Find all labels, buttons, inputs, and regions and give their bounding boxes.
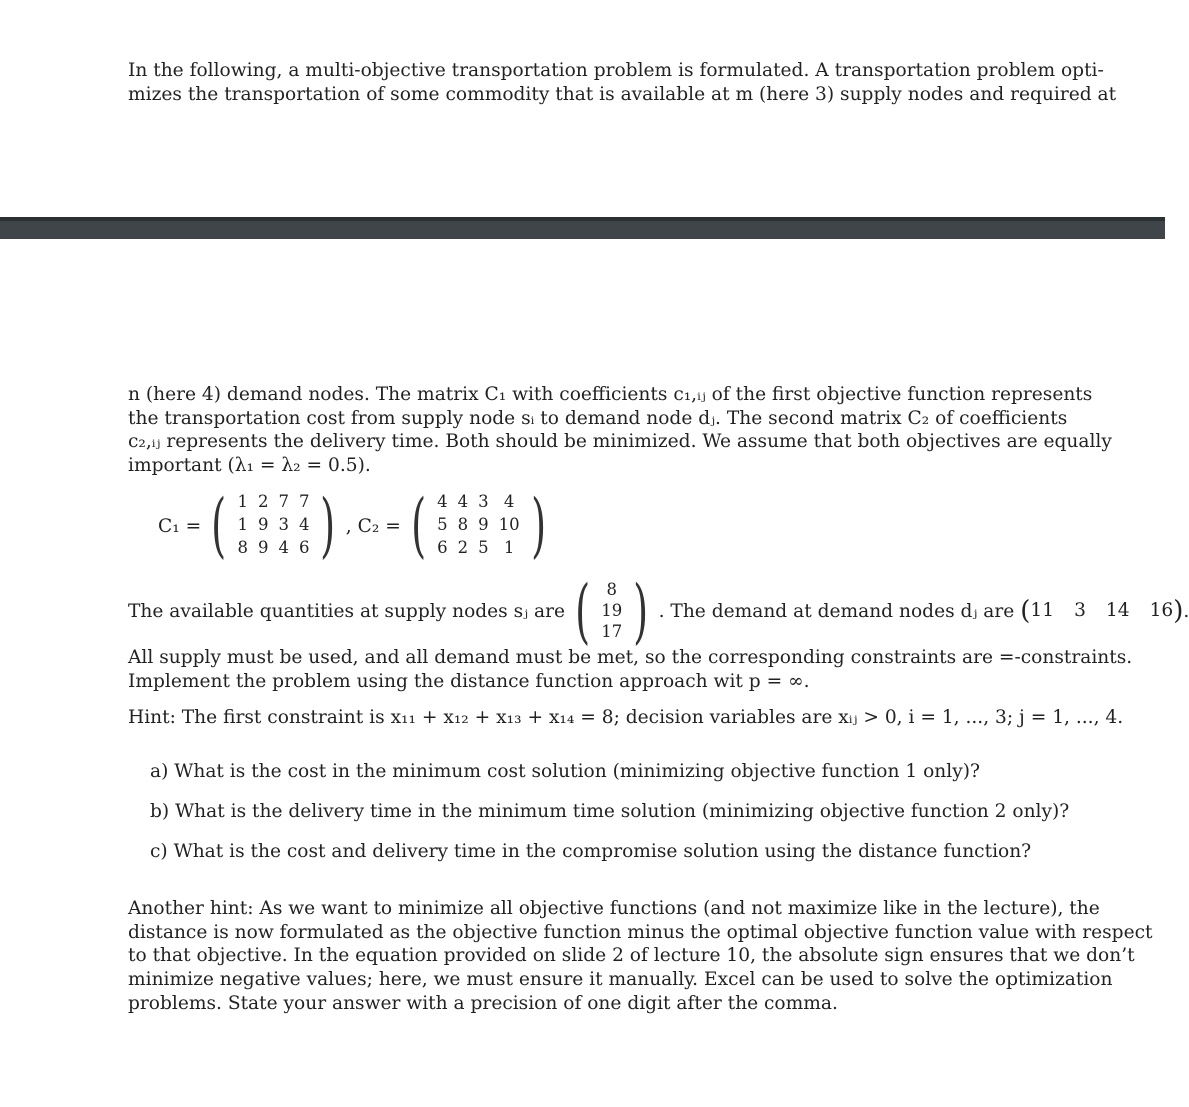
another-hint-line-2: distance is now formulated as the objective function minus the optimal objective function value with respect bbox=[128, 921, 1153, 943]
supply-text: The available quantities at supply nodes sⱼ are bbox=[128, 600, 565, 622]
cost-time-matrices bbox=[158, 483, 556, 566]
vector-cell: 8 bbox=[606, 579, 618, 599]
intro-paragraph bbox=[128, 59, 1117, 106]
window-divider-bar bbox=[0, 217, 1165, 239]
matrix-cell: 9 bbox=[257, 514, 269, 534]
matrix-c1: ( 1 2 7 7 1 9 3 4 8 9 4 6 ) bbox=[211, 483, 336, 566]
matrix-c2: ( 4 4 3 4 5 8 9 10 6 2 5 1 ) bbox=[410, 483, 546, 566]
matrix-cell: 4 bbox=[437, 491, 448, 511]
matrix-c2-grid bbox=[432, 492, 525, 561]
matrix-cell: 5 bbox=[437, 514, 448, 534]
another-hint-line-5: problems. State your answer with a precision of one digit after the comma. bbox=[128, 992, 838, 1014]
matrix-cell: 6 bbox=[298, 537, 310, 557]
matrix-cell: 4 bbox=[457, 491, 469, 511]
question-c: c) What is the cost and delivery time in the compromise solution using the distance function? bbox=[150, 841, 1032, 862]
matrix-c1-grid bbox=[232, 492, 314, 561]
body-line-3: c₂,ᵢⱼ represents the delivery time. Both should be minimized. We assume that both objectives are equally bbox=[128, 431, 1112, 453]
matrix-cell: 4 bbox=[503, 491, 515, 511]
vector-cell: 17 bbox=[601, 621, 623, 641]
another-hint-line-1: Another hint: As we want to minimize all objective functions (and not maximize like in the lecture), the bbox=[128, 898, 1100, 919]
body-line-4: important (λ₁ = λ₂ = 0.5). bbox=[128, 455, 371, 477]
demand-cell: 16 bbox=[1149, 600, 1174, 621]
matrix-cell: 10 bbox=[498, 514, 520, 534]
matrix-cell: 1 bbox=[237, 514, 248, 534]
demand-cell: 14 bbox=[1105, 600, 1130, 621]
matrix-cell: 1 bbox=[503, 537, 515, 557]
matrix-cell: 1 bbox=[237, 491, 248, 511]
c2-label: , C₂ = bbox=[345, 515, 401, 537]
matrix-cell: 2 bbox=[457, 537, 469, 557]
body-line-2: the transportation cost from supply node sᵢ to demand node dⱼ. The second matrix C₂ of coefficients bbox=[128, 407, 1068, 429]
constraints-paragraph bbox=[128, 646, 1133, 693]
intro-line-2: mizes the transportation of some commodity that is available at m (here 3) supply nodes and required at bbox=[128, 83, 1117, 105]
matrix-cell: 4 bbox=[298, 514, 310, 534]
demand-cell: 11 bbox=[1030, 600, 1055, 621]
matrix-cell: 8 bbox=[457, 514, 469, 534]
hint-line: Hint: The first constraint is x₁₁ + x₁₂ + x₁₃ + x₁₄ = 8; decision variables are xᵢⱼ > 0, i = 1, ..., 3; j = 1, ..., 4. bbox=[128, 707, 1124, 728]
matrix-cell: 5 bbox=[478, 537, 489, 557]
matrix-cell: 7 bbox=[278, 491, 289, 511]
matrix-cell: 9 bbox=[257, 537, 269, 557]
demand-cell: 3 bbox=[1074, 600, 1086, 621]
vector-cell: 19 bbox=[601, 600, 623, 620]
demand-end: . bbox=[1183, 600, 1189, 622]
supply-demand-line bbox=[128, 570, 1189, 652]
matrix-cell: 7 bbox=[298, 491, 310, 511]
problem-description bbox=[128, 383, 1112, 478]
matrix-cell: 3 bbox=[278, 514, 289, 534]
question-b: b) What is the delivery time in the minimum time solution (minimizing objective function 2 only)? bbox=[150, 801, 1070, 822]
constraints-line-1: All supply must be used, and all demand must be met, so the corresponding constraints are =-constraints. bbox=[128, 647, 1133, 668]
supply-vector-grid bbox=[596, 580, 627, 643]
matrix-cell: 8 bbox=[237, 537, 248, 557]
another-hint-line-4: minimize negative values; here, we must ensure it manually. Excel can be used to solve the optimization bbox=[128, 969, 1113, 991]
matrix-cell: 3 bbox=[478, 491, 489, 511]
matrix-cell: 9 bbox=[478, 514, 489, 534]
hint-paragraph bbox=[128, 706, 1124, 730]
body-line-1: n (here 4) demand nodes. The matrix C₁ with coefficients c₁,ᵢⱼ of the first objective function represents bbox=[128, 384, 1093, 405]
intro-line-1: In the following, a multi-objective transportation problem is formulated. A transportation problem opti- bbox=[128, 60, 1104, 81]
matrix-cell: 4 bbox=[278, 537, 289, 557]
c1-label: C₁ = bbox=[158, 515, 202, 537]
another-hint-paragraph bbox=[128, 897, 1153, 1016]
demand-text: . The demand at demand nodes dⱼ are bbox=[658, 600, 1015, 622]
matrix-cell: 6 bbox=[437, 537, 448, 557]
supply-vector: ( 8 19 17 ) bbox=[575, 570, 649, 652]
another-hint-line-3: to that objective. In the equation provided on slide 2 of lecture 10, the absolute sign ensures that we don’t bbox=[128, 945, 1135, 967]
constraints-line-2: Implement the problem using the distance function approach wit p = ∞. bbox=[128, 670, 810, 692]
matrix-cell: 2 bbox=[257, 491, 269, 511]
question-a: a) What is the cost in the minimum cost solution (minimizing objective function 1 only)? bbox=[150, 761, 980, 782]
demand-vector: (11 3 14 16) bbox=[1020, 596, 1184, 626]
